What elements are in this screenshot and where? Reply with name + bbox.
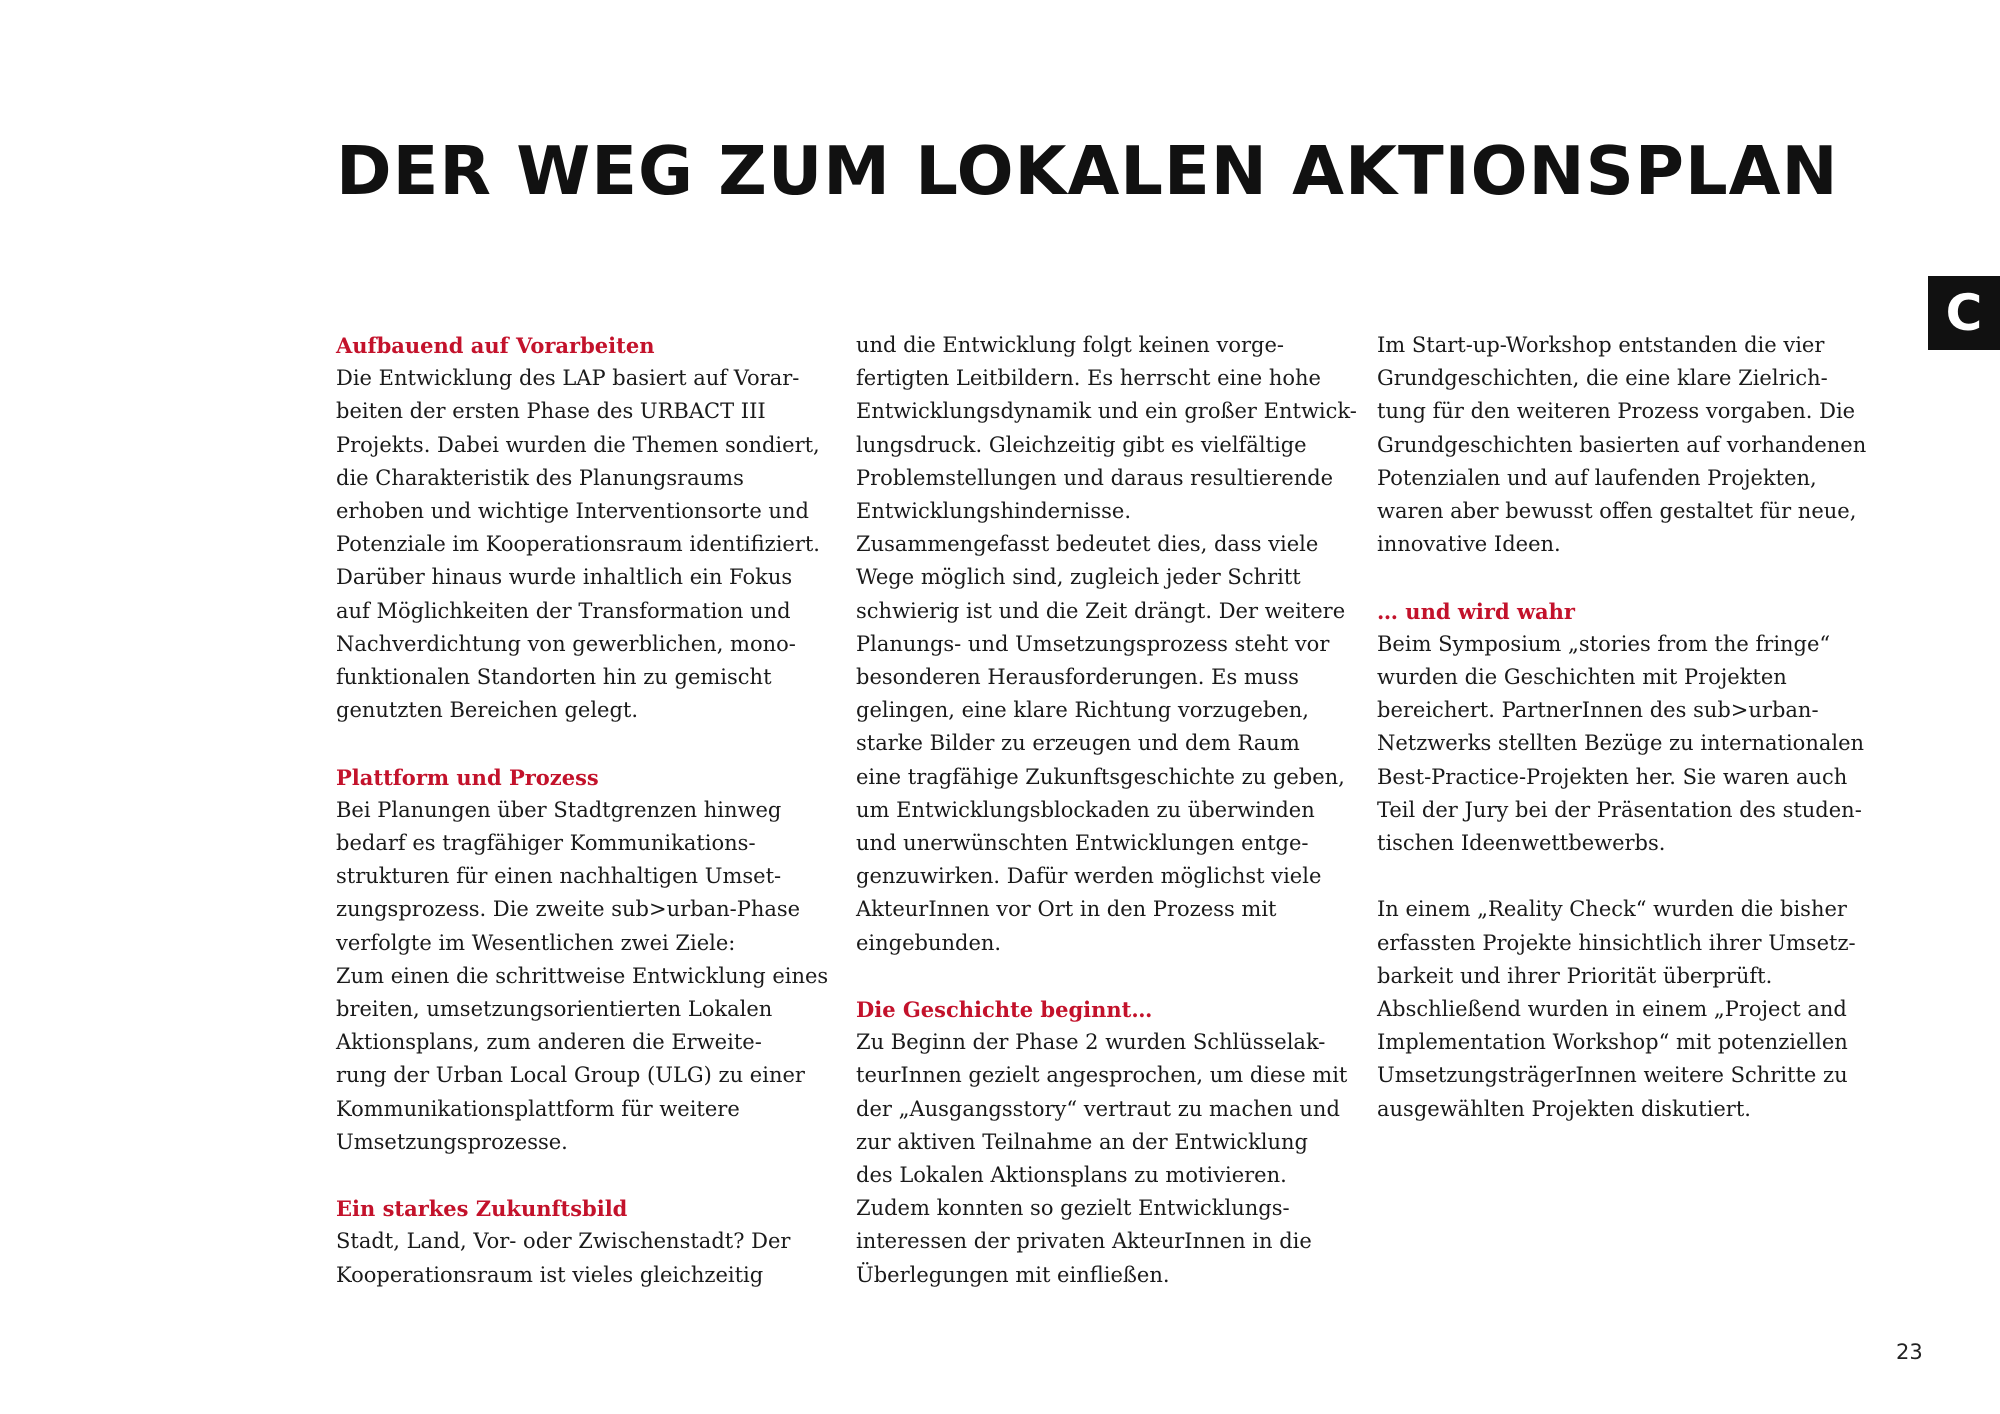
body-line: teurInnen gezielt angesprochen, um diese mit (856, 1063, 1348, 1088)
body-line: Potenziale im Kooperationsraum identifiziert. (336, 532, 820, 557)
body-line: des Lokalen Aktionsplans zu motivieren. (856, 1163, 1287, 1188)
body-line: auf Möglichkeiten der Transformation und (336, 598, 791, 623)
body-line: AkteurInnen vor Ort in den Prozess mit (856, 897, 1277, 922)
body-line: UmsetzungsträgerInnen weitere Schritte zu (1377, 1063, 1848, 1088)
chapter-marker: C (1928, 276, 2000, 350)
body-line: Im Start-up-Workshop entstanden die vier (1377, 333, 1825, 357)
body-line: eingebunden. (856, 930, 1002, 955)
section-zukunftsbild (336, 1192, 836, 1292)
body-line: genzuwirken. Dafür werden möglichst viele (856, 864, 1322, 889)
section-heading: Die Geschichte beginnt… (856, 997, 1153, 1023)
body-line: um Entwicklungsblockaden zu überwinden (856, 797, 1315, 822)
body-line: Planungs- und Umsetzungsprozess steht vor (856, 631, 1330, 656)
body-line: bedarf es tragfähiger Kommunikations- (336, 831, 756, 856)
body-line: Beim Symposium „stories from the fringe“ (1377, 631, 1831, 656)
body-line: Überlegungen mit einfließen. (856, 1262, 1170, 1287)
body-line: besonderen Herausforderungen. Es muss (856, 665, 1299, 690)
body-line: breiten, umsetzungsorientierten Lokalen (336, 997, 773, 1022)
body-line: beiten der ersten Phase des URBACT III (336, 399, 766, 424)
body-line: Zusammengefasst bedeutet dies, dass viele (856, 532, 1319, 557)
body-line: fertigten Leitbildern. Es herrscht eine hohe (856, 366, 1321, 391)
section-wird-wahr (1377, 595, 1877, 861)
body-line: Stadt, Land, Vor- oder Zwischenstadt? Der (336, 1229, 791, 1254)
body-line: bereichert. PartnerInnen des sub>urban- (1377, 698, 1819, 723)
body-line: Kommunikationsplattform für weitere (336, 1096, 740, 1121)
body-line: Projekts. Dabei wurden die Themen sondiert, (336, 432, 820, 457)
body-line: Umsetzungsprozesse. (336, 1129, 568, 1154)
body-line: interessen der privaten AkteurInnen in die (856, 1229, 1312, 1254)
section-reality-check (1377, 893, 1877, 1125)
body-line: eine tragfähige Zukunftsgeschichte zu geben, (856, 764, 1345, 789)
body-line: Entwicklungsdynamik und ein großer Entwick- (856, 399, 1357, 424)
body-line: starke Bilder zu erzeugen und dem Raum (856, 731, 1300, 756)
body-line: strukturen für einen nachhaltigen Umset- (336, 864, 782, 889)
body-line: Zum einen die schrittweise Entwicklung eines (336, 963, 829, 988)
section-heading: Aufbauend auf Vorarbeiten (336, 333, 655, 358)
body-line: Aktionsplans, zum anderen die Erweite- (336, 1030, 762, 1055)
body-line: Best-Practice-Projekten her. Sie waren auch (1377, 764, 1848, 789)
body-line: ausgewählten Projekten diskutiert. (1377, 1096, 1751, 1121)
body-line: Entwicklungshindernisse. (856, 499, 1132, 524)
page-number: 23 (1896, 1340, 1923, 1364)
body-line: Zudem konnten so gezielt Entwicklungs- (856, 1196, 1290, 1221)
body-line: erfassten Projekte hinsichtlich ihrer Umsetz- (1377, 930, 1856, 955)
body-line: Netzwerks stellten Bezüge zu internationalen (1377, 731, 1865, 756)
section-zukunftsbild-continued (856, 329, 1356, 960)
section-heading: Plattform und Prozess (336, 764, 599, 790)
body-line: barkeit und ihrer Priorität überprüft. (1377, 963, 1773, 988)
body-line: zungsprozess. Die zweite sub>urban-Phase (336, 897, 801, 922)
body-line: Darüber hinaus wurde inhaltlich ein Fokus (336, 565, 793, 590)
text-column-3 (1377, 329, 1877, 1126)
body-line: gelingen, eine klare Richtung vorzugeben, (856, 698, 1309, 723)
body-line: der „Ausgangsstory“ vertraut zu machen und (856, 1096, 1340, 1121)
body-line: Grundgeschichten, die eine klare Zielrich- (1377, 366, 1828, 391)
body-line: tischen Ideenwettbewerbs. (1377, 831, 1666, 856)
body-line: Bei Planungen über Stadtgrenzen hinweg (336, 797, 782, 822)
section-geschichte-beginnt (856, 993, 1356, 1292)
body-line: tung für den weiteren Prozess vorgaben. Die (1377, 399, 1856, 424)
body-line: Wege möglich sind, zugleich jeder Schritt (856, 565, 1301, 590)
text-column-2 (856, 329, 1356, 1292)
body-line: Teil der Jury bei der Präsentation des studen- (1377, 797, 1862, 822)
body-line: innovative Ideen. (1377, 532, 1561, 557)
text-column-1 (336, 329, 836, 1292)
page-title: DER WEG ZUM LOKALEN AKTIONSPLAN (336, 132, 1839, 210)
body-line: Problemstellungen und daraus resultierende (856, 465, 1334, 490)
body-line: wurden die Geschichten mit Projekten (1377, 665, 1787, 690)
body-line: zur aktiven Teilnahme an der Entwicklung (856, 1129, 1309, 1154)
body-line: waren aber bewusst offen gestaltet für neue, (1377, 499, 1857, 524)
body-line: lungsdruck. Gleichzeitig gibt es vielfältige (856, 432, 1307, 457)
body-line: Die Entwicklung des LAP basiert auf Vorar- (336, 366, 800, 391)
section-heading: … und wird wahr (1377, 598, 1575, 624)
section-heading: Ein starkes Zukunftsbild (336, 1196, 628, 1222)
body-line: Abschließend wurden in einem „Project and (1377, 997, 1847, 1022)
body-line: funktionalen Standorten hin zu gemischt (336, 665, 772, 690)
body-line: Implementation Workshop“ mit potenziellen (1377, 1030, 1848, 1055)
body-line: genutzten Bereichen gelegt. (336, 698, 639, 723)
section-aufbauend (336, 329, 836, 727)
body-line: erhoben und wichtige Interventionsorte und (336, 499, 809, 524)
body-line: Potenzialen und auf laufenden Projekten, (1377, 465, 1817, 490)
body-line: Zu Beginn der Phase 2 wurden Schlüsselak- (856, 1030, 1326, 1055)
body-line: die Charakteristik des Planungsraums (336, 465, 744, 490)
body-line: Nachverdichtung von gewerblichen, mono- (336, 631, 796, 656)
body-line: verfolgte im Wesentlichen zwei Ziele: (336, 930, 736, 955)
body-line: In einem „Reality Check“ wurden die bisher (1377, 897, 1847, 922)
body-line: Kooperationsraum ist vieles gleichzeitig (336, 1262, 764, 1287)
section-startup-workshop (1377, 329, 1877, 561)
body-line: und die Entwicklung folgt keinen vorge- (856, 333, 1285, 357)
section-plattform (336, 761, 836, 1159)
body-line: und unerwünschten Entwicklungen entge- (856, 831, 1309, 856)
body-line: Grundgeschichten basierten auf vorhandenen (1377, 432, 1867, 457)
body-line: schwierig ist und die Zeit drängt. Der weitere (856, 598, 1346, 623)
body-line: rung der Urban Local Group (ULG) zu einer (336, 1063, 805, 1088)
